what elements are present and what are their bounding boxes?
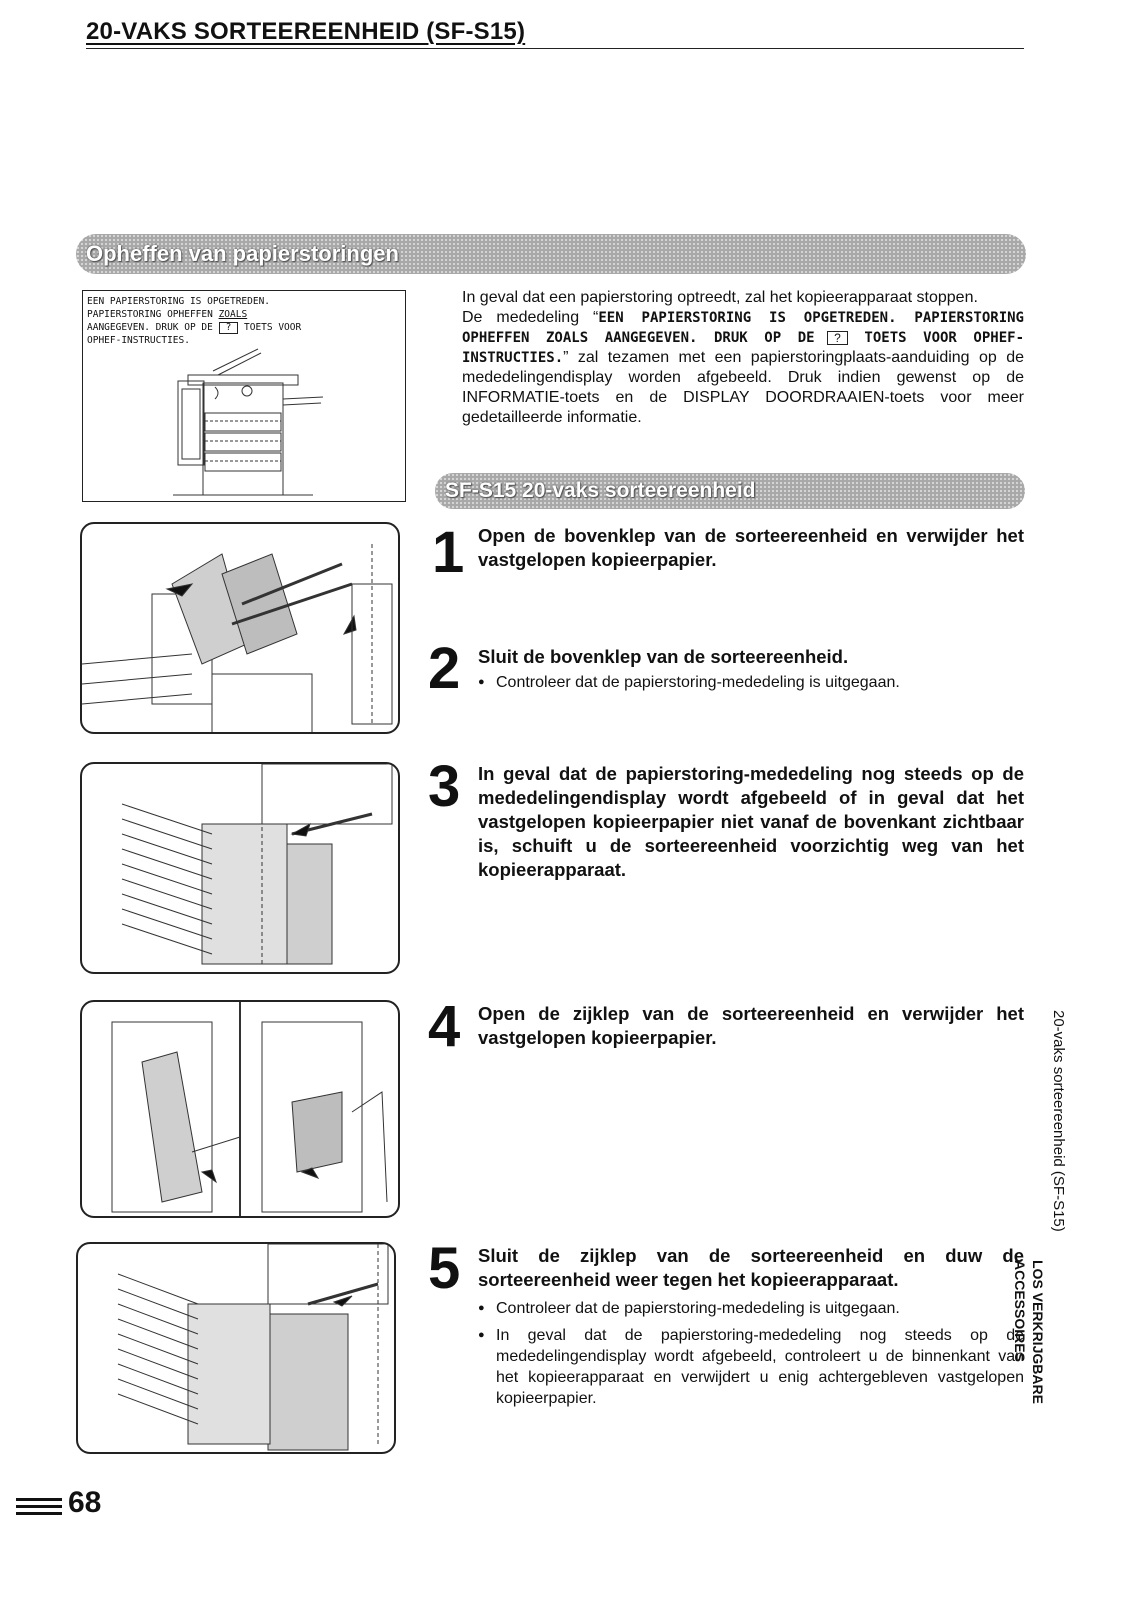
section-banner-sorter (435, 473, 1025, 509)
push-sorter-illustration (78, 1244, 394, 1452)
step-title: Open de zijklep van de sorteereenheid en verwijder het vastgelopen kopieerpapier. (478, 1003, 1024, 1048)
help-key-icon: ? (827, 331, 848, 345)
step-number: 3 (428, 754, 461, 819)
illustration-step-4 (80, 1000, 400, 1218)
step-5-content (478, 1244, 1024, 1409)
step-title: Sluit de zijklep van de sorteereenheid en duw de sorteereenheid weer tegen het kopieerapparaat. (478, 1245, 1024, 1290)
display-line: OPHEF-INSTRUCTIES. (87, 335, 190, 346)
intro-fragment-mono: EEN PAPIERSTORING IS OPGETREDEN. PAPIERSTORING OPHEFFEN ZOALS AANGEGEVEN. DRUK OP DE (462, 310, 1024, 346)
step-title: In geval dat de papierstoring-mededeling nog steeds op de mededelingendisplay wordt afgebeeld of in geval dat het vastgelopen kopieerpapier niet vanaf de bovenkant zichtbaar is, schuift u de sorteereenheid voorzichtig weg van het kopieerapparaat. (478, 763, 1024, 880)
side-tab-chapter: 20-vaks sorteereenheid (SF-S15) (1050, 1010, 1067, 1232)
side-tab (1012, 1010, 1076, 1404)
step-1-content (478, 524, 1024, 572)
display-text-fragment: TOETS VOOR (238, 322, 302, 333)
page-number: 68 (68, 1486, 102, 1519)
intro-fragment: ” zal tezamen met een papierstoringplaats-aanduiding op de mededelingendisplay worden afgebeeld. Druk indien gewenst op de INFORMATIE-toets en de DISPLAY DOORDRAAIEN-toets voor meer gedetailleerde informatie. (462, 349, 1024, 426)
step-bullet: ● Controleer dat de papierstoring-mededeling is uitgegaan. (478, 1298, 1024, 1319)
step-title: Sluit de bovenklep van de sorteereenheid. (478, 646, 849, 667)
open-side-cover-illustration (82, 1002, 398, 1216)
copier-illustration (83, 291, 406, 502)
intro-text-1: In geval dat een papierstoring optreedt, zal het kopieerapparaat stoppen. (462, 289, 978, 306)
step-number: 1 (432, 520, 465, 585)
intro-paragraph (462, 288, 1024, 428)
intro-fragment-mono: TOETS VOOR OPHEF-INSTRUCTIES. (462, 330, 1024, 366)
display-line: EEN PAPIERSTORING IS OPGETREDEN. (87, 296, 271, 307)
help-key-icon: ? (219, 322, 239, 334)
step-number: 5 (428, 1236, 461, 1301)
display-panel (82, 290, 406, 502)
step-4-content (478, 1002, 1024, 1050)
intro-text-2 (462, 308, 1024, 428)
display-text-fragment: AANGEGEVEN. DRUK OP DE (87, 322, 219, 333)
step-number: 4 (428, 994, 461, 1059)
section-banner-label: Opheffen van papierstoringen (86, 241, 399, 266)
section-banner-paper-jam (76, 234, 1026, 274)
step-3-content (478, 762, 1024, 882)
illustration-step-3 (80, 762, 400, 974)
header-rule (86, 48, 1024, 49)
intro-fragment: De mededeling “ (462, 309, 599, 326)
step-number: 2 (428, 636, 461, 701)
display-text-fragment: PAPIERSTORING OPHEFFEN (87, 309, 219, 320)
page-title: 20-VAKS SORTEEREENHEID (SF-S15) (86, 18, 526, 45)
step-bullet: ● In geval dat de papierstoring-mededeling nog steeds op de mededelingendisplay wordt afgebeeld, controleert u de binnenkant van het kopieerapparaat en verwijdert u enig achtergebleven vastgelopen kopieerpapier. (478, 1325, 1024, 1409)
illustration-step-5 (76, 1242, 396, 1454)
side-tab-section: LOS VERKRIJGBARE (1030, 1260, 1046, 1404)
step-2-content (478, 645, 1024, 693)
page-marker-icon (16, 1496, 62, 1516)
slide-sorter-illustration (82, 764, 398, 972)
section-banner-label: SF-S15 20-vaks sorteereenheid (445, 479, 756, 502)
step-bullet: ● Controleer dat de papierstoring-mededeling is uitgegaan. (478, 672, 1024, 693)
display-text-fragment: ZOALS (218, 309, 248, 320)
open-top-cover-illustration (82, 524, 398, 732)
illustration-step-1 (80, 522, 400, 734)
side-tab-section: ACCESSOIRES (1012, 1260, 1028, 1362)
step-title: Open de bovenklep van de sorteereenheid en verwijder het vastgelopen kopieerpapier. (478, 525, 1024, 570)
